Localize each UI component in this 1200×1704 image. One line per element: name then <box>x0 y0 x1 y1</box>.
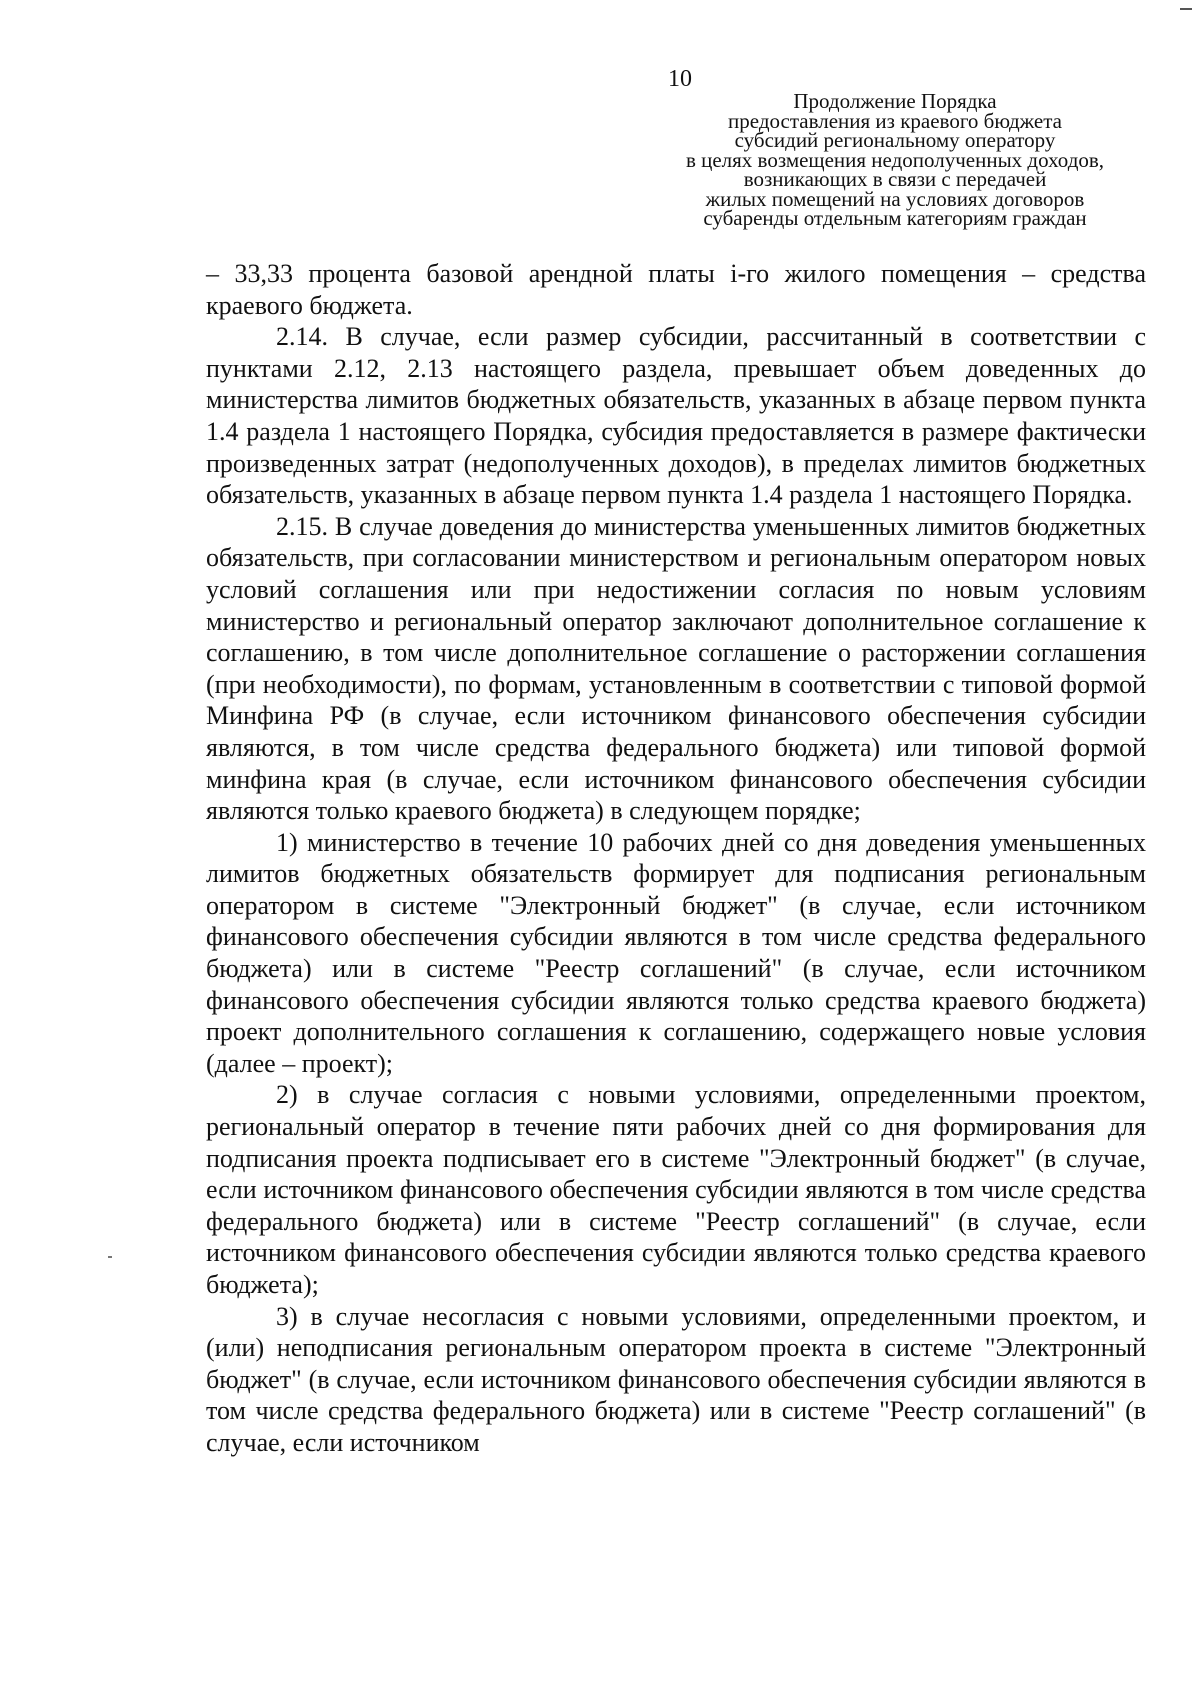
header-line: субаренды отдельным категориям граждан <box>703 206 1087 230</box>
document-header <box>630 89 1160 230</box>
header-line: в целях возмещения недополученных доходов, <box>685 147 1105 172</box>
paragraph: 1) министерство в течение 10 рабочих дней со дня доведения уменьшенных лимитов бюджетных обязательств формирует для подписания региональным оператором в системе "Электронный бюджет" (в случае, если источником финансового обеспечения субсидии являются в том числе средства федерального бюджета) или в системе "Реестр соглашений" (в случае, если источником финансового обеспечения субсидии являются только средства краевого бюджета) проект дополнительного соглашения к соглашению, содержащего новые условия (далее – проект); <box>206 827 1146 1078</box>
header-line: субсидий региональному оператору <box>734 128 1056 152</box>
paragraph: 2) в случае согласия с новыми условиями, определенными проектом, региональный оператор в течение пяти рабочих дней со дня формирования для подписания проекта подписывает его в системе "Электронный бюджет" (в случае, если источником финансового обеспечения субсидии являются в том числе средства федерального бюджета) или в системе "Реестр соглашений" (в случае, если источником финансового обеспечения субсидии являются только средства краевого бюджета); <box>206 1080 1146 1299</box>
paragraph: 2.15. В случае доведения до министерства уменьшенных лимитов бюджетных обязательств, при согласовании министерством и региональным оператором новых условий соглашения или при недостижении согласия по новым условиям министерство и региональный оператор заключают дополнительное соглашение к соглашению, в том числе дополнительное соглашение о расторжении соглашения (при необходимости), по формам, установленным в соответствии с типовой формой Минфина РФ (в случае, если источником финансового обеспечения субсидии являются, в том числе средства федерального бюджета) или типовой формой минфина края (в случае, если источником финансового обеспечения субсидии являются только краевого бюджета) в следующем порядке; <box>206 511 1146 826</box>
header-line: Продолжение Порядка <box>793 89 997 113</box>
document-body <box>206 258 1146 1459</box>
page-number: 10 <box>668 66 692 92</box>
header-line: предоставления из краевого бюджета <box>728 108 1062 133</box>
paragraph: 2.14. В случае, если размер субсидии, рассчитанный в соответствии с пунктами 2.12, 2.13 настоящего раздела, превышает объем доведенных до министерства лимитов бюджетных обязательств, указанных в абзаце первом пункта 1.4 раздела 1 настоящего Порядка, субсидия предоставляется в размере фактически произведенных затрат (недополученных доходов), в пределах лимитов бюджетных обязательств, указанных в абзаце первом пункта 1.4 раздела 1 настоящего Порядка. <box>206 322 1146 510</box>
scan-artifact <box>108 1256 112 1258</box>
header-line: жилых помещений на условиях договоров <box>705 186 1085 211</box>
paragraph: 3) в случае несогласия с новыми условиями, определенными проектом, и (или) неподписания региональным оператором проекта в системе "Электронный бюджет" (в случае, если источником финансового обеспечения субсидии являются в том числе средства федерального бюджета) или в системе "Реестр соглашений" (в случае, если источником <box>206 1301 1146 1457</box>
header-line: возникающих в связи с передачей <box>743 167 1047 191</box>
paragraph: – 33,33 процента базовой арендной платы i-го жилого помещения – средства краевого бюджета. <box>206 259 1146 320</box>
scan-artifact <box>1180 8 1192 10</box>
